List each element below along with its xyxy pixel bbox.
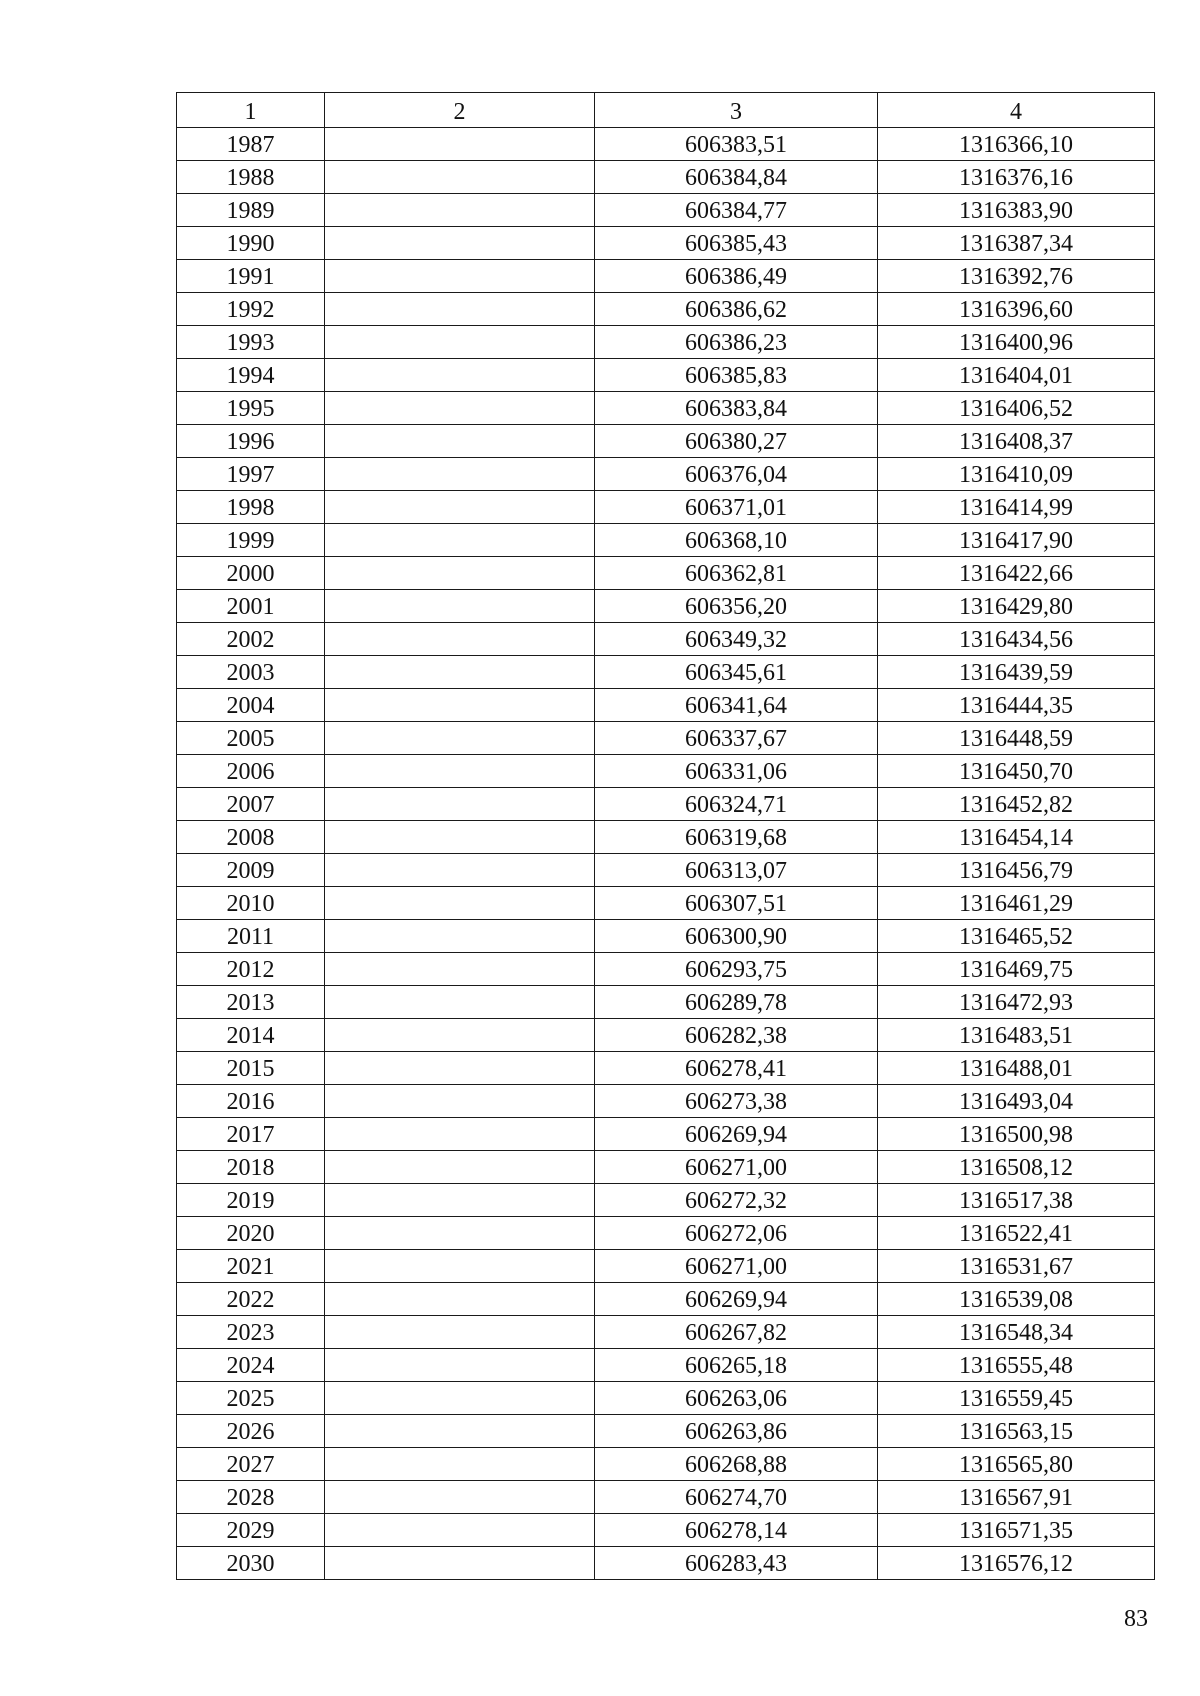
empty-cell xyxy=(325,1217,595,1250)
point-number-cell: 1995 xyxy=(177,392,325,425)
point-number-cell: 2026 xyxy=(177,1415,325,1448)
point-number-cell: 2015 xyxy=(177,1052,325,1085)
point-number-cell: 2001 xyxy=(177,590,325,623)
coordinate-y-cell: 1316576,12 xyxy=(878,1547,1155,1580)
empty-cell xyxy=(325,161,595,194)
empty-cell xyxy=(325,1382,595,1415)
empty-cell xyxy=(325,557,595,590)
empty-cell xyxy=(325,524,595,557)
empty-cell xyxy=(325,1547,595,1580)
coordinate-y-cell: 1316396,60 xyxy=(878,293,1155,326)
point-number-cell: 2007 xyxy=(177,788,325,821)
table-row xyxy=(177,953,1155,986)
coordinate-x-cell: 606293,75 xyxy=(595,953,878,986)
point-number-cell: 2006 xyxy=(177,755,325,788)
coordinate-y-cell: 1316488,01 xyxy=(878,1052,1155,1085)
table-row xyxy=(177,1316,1155,1349)
coordinate-y-cell: 1316404,01 xyxy=(878,359,1155,392)
point-number-cell: 2005 xyxy=(177,722,325,755)
point-number-cell: 2028 xyxy=(177,1481,325,1514)
table-row xyxy=(177,1019,1155,1052)
empty-cell xyxy=(325,656,595,689)
table-row xyxy=(177,689,1155,722)
empty-cell xyxy=(325,425,595,458)
point-number-cell: 1996 xyxy=(177,425,325,458)
coordinate-x-cell: 606383,84 xyxy=(595,392,878,425)
coordinate-x-cell: 606278,14 xyxy=(595,1514,878,1547)
point-number-cell: 2017 xyxy=(177,1118,325,1151)
table-row xyxy=(177,1382,1155,1415)
table-row xyxy=(177,1118,1155,1151)
point-number-cell: 1987 xyxy=(177,128,325,161)
table-row xyxy=(177,788,1155,821)
coordinate-y-cell: 1316387,34 xyxy=(878,227,1155,260)
coordinate-y-cell: 1316444,35 xyxy=(878,689,1155,722)
table-row xyxy=(177,722,1155,755)
coordinate-x-cell: 606272,32 xyxy=(595,1184,878,1217)
coordinate-y-cell: 1316450,70 xyxy=(878,755,1155,788)
table-row xyxy=(177,161,1155,194)
coordinate-y-cell: 1316567,91 xyxy=(878,1481,1155,1514)
empty-cell xyxy=(325,887,595,920)
table-row xyxy=(177,1481,1155,1514)
empty-cell xyxy=(325,854,595,887)
point-number-cell: 1991 xyxy=(177,260,325,293)
point-number-cell: 2019 xyxy=(177,1184,325,1217)
empty-cell xyxy=(325,821,595,854)
coordinate-x-cell: 606271,00 xyxy=(595,1151,878,1184)
coordinate-x-cell: 606386,62 xyxy=(595,293,878,326)
table-body xyxy=(177,128,1155,1580)
coordinate-x-cell: 606319,68 xyxy=(595,821,878,854)
point-number-cell: 2008 xyxy=(177,821,325,854)
point-number-cell: 2023 xyxy=(177,1316,325,1349)
coordinate-x-cell: 606283,43 xyxy=(595,1547,878,1580)
point-number-cell: 1998 xyxy=(177,491,325,524)
coordinate-y-cell: 1316392,76 xyxy=(878,260,1155,293)
table-row xyxy=(177,194,1155,227)
coordinate-x-cell: 606263,86 xyxy=(595,1415,878,1448)
coordinate-y-cell: 1316434,56 xyxy=(878,623,1155,656)
coordinate-y-cell: 1316465,52 xyxy=(878,920,1155,953)
coordinate-x-cell: 606356,20 xyxy=(595,590,878,623)
empty-cell xyxy=(325,260,595,293)
coordinate-x-cell: 606371,01 xyxy=(595,491,878,524)
empty-cell xyxy=(325,1118,595,1151)
empty-cell xyxy=(325,920,595,953)
coordinate-y-cell: 1316469,75 xyxy=(878,953,1155,986)
table-row xyxy=(177,458,1155,491)
point-number-cell: 2010 xyxy=(177,887,325,920)
coordinate-y-cell: 1316472,93 xyxy=(878,986,1155,1019)
coordinate-x-cell: 606269,94 xyxy=(595,1118,878,1151)
empty-cell xyxy=(325,1283,595,1316)
coordinate-x-cell: 606278,41 xyxy=(595,1052,878,1085)
empty-cell xyxy=(325,623,595,656)
coordinate-x-cell: 606384,84 xyxy=(595,161,878,194)
point-number-cell: 2012 xyxy=(177,953,325,986)
coordinate-x-cell: 606269,94 xyxy=(595,1283,878,1316)
table-row xyxy=(177,1514,1155,1547)
table-row xyxy=(177,1184,1155,1217)
empty-cell xyxy=(325,392,595,425)
table-row xyxy=(177,656,1155,689)
point-number-cell: 2002 xyxy=(177,623,325,656)
coordinates-table xyxy=(176,92,1155,1580)
point-number-cell: 2013 xyxy=(177,986,325,1019)
coordinate-x-cell: 606331,06 xyxy=(595,755,878,788)
coordinate-y-cell: 1316414,99 xyxy=(878,491,1155,524)
table-row xyxy=(177,392,1155,425)
table-row xyxy=(177,1217,1155,1250)
point-number-cell: 1988 xyxy=(177,161,325,194)
coordinate-y-cell: 1316383,90 xyxy=(878,194,1155,227)
point-number-cell: 2003 xyxy=(177,656,325,689)
empty-cell xyxy=(325,1184,595,1217)
coordinate-x-cell: 606271,00 xyxy=(595,1250,878,1283)
coordinate-x-cell: 606383,51 xyxy=(595,128,878,161)
coordinate-x-cell: 606282,38 xyxy=(595,1019,878,1052)
coordinate-x-cell: 606368,10 xyxy=(595,524,878,557)
coordinate-y-cell: 1316366,10 xyxy=(878,128,1155,161)
coordinate-y-cell: 1316429,80 xyxy=(878,590,1155,623)
table-row xyxy=(177,986,1155,1019)
empty-cell xyxy=(325,1514,595,1547)
empty-cell xyxy=(325,1052,595,1085)
empty-cell xyxy=(325,1019,595,1052)
coordinate-x-cell: 606349,32 xyxy=(595,623,878,656)
point-number-cell: 1990 xyxy=(177,227,325,260)
table-row xyxy=(177,425,1155,458)
coordinate-y-cell: 1316452,82 xyxy=(878,788,1155,821)
table-row xyxy=(177,1547,1155,1580)
table-row xyxy=(177,1151,1155,1184)
empty-cell xyxy=(325,590,595,623)
coordinate-x-cell: 606385,83 xyxy=(595,359,878,392)
coordinate-y-cell: 1316522,41 xyxy=(878,1217,1155,1250)
table-row xyxy=(177,590,1155,623)
point-number-cell: 2018 xyxy=(177,1151,325,1184)
point-number-cell: 2022 xyxy=(177,1283,325,1316)
table-row xyxy=(177,359,1155,392)
coordinate-x-cell: 606267,82 xyxy=(595,1316,878,1349)
empty-cell xyxy=(325,194,595,227)
coordinate-x-cell: 606300,90 xyxy=(595,920,878,953)
coordinate-x-cell: 606272,06 xyxy=(595,1217,878,1250)
coordinate-y-cell: 1316454,14 xyxy=(878,821,1155,854)
empty-cell xyxy=(325,326,595,359)
point-number-cell: 2016 xyxy=(177,1085,325,1118)
table-row xyxy=(177,293,1155,326)
empty-cell xyxy=(325,1085,595,1118)
table-row xyxy=(177,887,1155,920)
column-header-2: 2 xyxy=(325,93,595,128)
point-number-cell: 2030 xyxy=(177,1547,325,1580)
point-number-cell: 2029 xyxy=(177,1514,325,1547)
table-row xyxy=(177,1448,1155,1481)
coordinate-y-cell: 1316493,04 xyxy=(878,1085,1155,1118)
coordinate-x-cell: 606376,04 xyxy=(595,458,878,491)
point-number-cell: 2027 xyxy=(177,1448,325,1481)
point-number-cell: 2004 xyxy=(177,689,325,722)
column-header-3: 3 xyxy=(595,93,878,128)
point-number-cell: 1992 xyxy=(177,293,325,326)
coordinate-x-cell: 606273,38 xyxy=(595,1085,878,1118)
coordinate-y-cell: 1316376,16 xyxy=(878,161,1155,194)
table-row xyxy=(177,1349,1155,1382)
table-row xyxy=(177,1250,1155,1283)
coordinate-y-cell: 1316571,35 xyxy=(878,1514,1155,1547)
empty-cell xyxy=(325,1448,595,1481)
table-row xyxy=(177,1283,1155,1316)
empty-cell xyxy=(325,1316,595,1349)
point-number-cell: 2024 xyxy=(177,1349,325,1382)
point-number-cell: 2025 xyxy=(177,1382,325,1415)
table-row xyxy=(177,557,1155,590)
table-row xyxy=(177,1085,1155,1118)
table-row xyxy=(177,854,1155,887)
coordinate-x-cell: 606384,77 xyxy=(595,194,878,227)
point-number-cell: 1997 xyxy=(177,458,325,491)
coordinate-x-cell: 606345,61 xyxy=(595,656,878,689)
empty-cell xyxy=(325,953,595,986)
point-number-cell: 1993 xyxy=(177,326,325,359)
empty-cell xyxy=(325,1349,595,1382)
coordinate-y-cell: 1316559,45 xyxy=(878,1382,1155,1415)
coordinate-x-cell: 606265,18 xyxy=(595,1349,878,1382)
coordinate-x-cell: 606263,06 xyxy=(595,1382,878,1415)
coordinate-x-cell: 606268,88 xyxy=(595,1448,878,1481)
coordinate-x-cell: 606362,81 xyxy=(595,557,878,590)
coordinate-x-cell: 606385,43 xyxy=(595,227,878,260)
empty-cell xyxy=(325,1415,595,1448)
empty-cell xyxy=(325,689,595,722)
coordinate-x-cell: 606386,23 xyxy=(595,326,878,359)
table-row xyxy=(177,920,1155,953)
empty-cell xyxy=(325,1151,595,1184)
coordinate-y-cell: 1316461,29 xyxy=(878,887,1155,920)
coordinate-x-cell: 606324,71 xyxy=(595,788,878,821)
table-row xyxy=(177,326,1155,359)
point-number-cell: 1999 xyxy=(177,524,325,557)
table-row xyxy=(177,1052,1155,1085)
table-row xyxy=(177,260,1155,293)
coordinate-y-cell: 1316408,37 xyxy=(878,425,1155,458)
table-header-row xyxy=(177,93,1155,128)
empty-cell xyxy=(325,788,595,821)
coordinate-x-cell: 606274,70 xyxy=(595,1481,878,1514)
point-number-cell: 2020 xyxy=(177,1217,325,1250)
empty-cell xyxy=(325,755,595,788)
point-number-cell: 1994 xyxy=(177,359,325,392)
point-number-cell: 2021 xyxy=(177,1250,325,1283)
empty-cell xyxy=(325,128,595,161)
point-number-cell: 2009 xyxy=(177,854,325,887)
coordinate-x-cell: 606313,07 xyxy=(595,854,878,887)
point-number-cell: 2011 xyxy=(177,920,325,953)
coordinate-y-cell: 1316448,59 xyxy=(878,722,1155,755)
coordinate-y-cell: 1316406,52 xyxy=(878,392,1155,425)
empty-cell xyxy=(325,359,595,392)
coordinate-y-cell: 1316555,48 xyxy=(878,1349,1155,1382)
coordinate-y-cell: 1316483,51 xyxy=(878,1019,1155,1052)
table-row xyxy=(177,491,1155,524)
coordinate-y-cell: 1316500,98 xyxy=(878,1118,1155,1151)
coordinate-y-cell: 1316417,90 xyxy=(878,524,1155,557)
empty-cell xyxy=(325,1250,595,1283)
coordinate-x-cell: 606341,64 xyxy=(595,689,878,722)
empty-cell xyxy=(325,491,595,524)
coordinate-y-cell: 1316422,66 xyxy=(878,557,1155,590)
coordinate-y-cell: 1316565,80 xyxy=(878,1448,1155,1481)
table-row xyxy=(177,227,1155,260)
point-number-cell: 1989 xyxy=(177,194,325,227)
page-number: 83 xyxy=(1124,1606,1148,1632)
coordinate-y-cell: 1316539,08 xyxy=(878,1283,1155,1316)
coordinate-x-cell: 606289,78 xyxy=(595,986,878,1019)
table-row xyxy=(177,623,1155,656)
coordinate-y-cell: 1316400,96 xyxy=(878,326,1155,359)
coordinate-y-cell: 1316456,79 xyxy=(878,854,1155,887)
coordinate-y-cell: 1316410,09 xyxy=(878,458,1155,491)
empty-cell xyxy=(325,986,595,1019)
coordinate-y-cell: 1316517,38 xyxy=(878,1184,1155,1217)
table-row xyxy=(177,821,1155,854)
coordinate-y-cell: 1316439,59 xyxy=(878,656,1155,689)
coordinate-x-cell: 606307,51 xyxy=(595,887,878,920)
coordinate-y-cell: 1316531,67 xyxy=(878,1250,1155,1283)
empty-cell xyxy=(325,227,595,260)
coordinate-y-cell: 1316548,34 xyxy=(878,1316,1155,1349)
table-row xyxy=(177,128,1155,161)
empty-cell xyxy=(325,1481,595,1514)
column-header-1: 1 xyxy=(177,93,325,128)
coordinate-y-cell: 1316508,12 xyxy=(878,1151,1155,1184)
coordinate-y-cell: 1316563,15 xyxy=(878,1415,1155,1448)
coordinate-x-cell: 606337,67 xyxy=(595,722,878,755)
empty-cell xyxy=(325,293,595,326)
coordinate-x-cell: 606386,49 xyxy=(595,260,878,293)
empty-cell xyxy=(325,722,595,755)
table-row xyxy=(177,1415,1155,1448)
column-header-4: 4 xyxy=(878,93,1155,128)
table-row xyxy=(177,524,1155,557)
point-number-cell: 2000 xyxy=(177,557,325,590)
coordinate-x-cell: 606380,27 xyxy=(595,425,878,458)
empty-cell xyxy=(325,458,595,491)
table-row xyxy=(177,755,1155,788)
point-number-cell: 2014 xyxy=(177,1019,325,1052)
